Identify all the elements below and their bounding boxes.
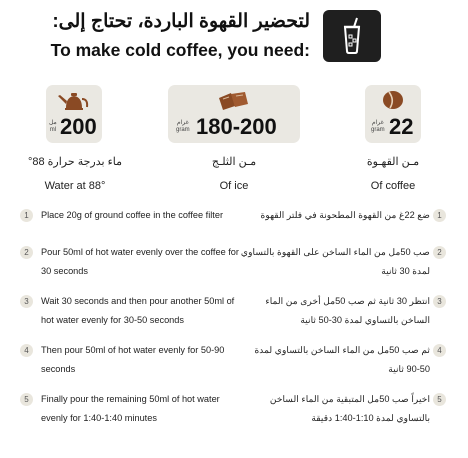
- water-label-english: Water at 88°: [44, 180, 106, 192]
- step-text-english: Place 20g of ground coffee in the coffee filter: [41, 210, 224, 220]
- ice-amount: 180-200: [196, 114, 277, 139]
- ingredient-label-ice: [174, 155, 294, 192]
- ingredient-label-coffee: [348, 155, 438, 192]
- step-row-2: [0, 242, 468, 286]
- coffee-unit: غرام gram: [371, 120, 385, 133]
- step-text-english: Finally pour the remaining 50ml of hot water evenly for 1:40-1:40 minutes: [41, 394, 220, 423]
- kettle-icon: [54, 90, 94, 117]
- step-text-english: Pour 50ml of hot water evenly over the coffee for 30 seconds: [41, 247, 239, 276]
- ice-unit: غرام gram: [176, 120, 190, 133]
- ingredient-card-ice: [168, 85, 300, 143]
- ice-label-english: Of ice: [219, 180, 249, 192]
- step-number: 1: [433, 209, 446, 222]
- iced-coffee-cup-icon: [323, 10, 381, 62]
- ingredient-card-coffee: [365, 85, 421, 143]
- coffee-bean-icon: [381, 89, 405, 116]
- step-number: 5: [20, 393, 33, 406]
- step-row-5: [0, 389, 468, 433]
- ice-cubes-icon: [217, 90, 251, 117]
- step-text-arabic: صب 50مل من الماء الساخن على القهوة بالتساوي لمدة 30 ثانية: [240, 247, 430, 276]
- step-text-arabic: ثم صب 50مل من الماء الساخن بالتساوي لمدة 50-90 ثانية: [254, 345, 430, 374]
- water-label-arabic: ماء بدرجة حرارة 88°: [27, 156, 123, 168]
- step-row-4: [0, 340, 468, 384]
- step-row-3: [0, 291, 468, 335]
- step-number: 1: [20, 209, 33, 222]
- step-text-english: Wait 30 seconds and then pour another 50ml of hot water evenly for 30-50 seconds: [41, 296, 235, 325]
- coffee-label-english: Of coffee: [370, 180, 416, 192]
- title-english: To make cold coffee, you need:: [50, 40, 310, 60]
- step-number: 3: [433, 295, 446, 308]
- ice-label-arabic: مـن الثلـج: [211, 156, 257, 168]
- step-number: 5: [433, 393, 446, 406]
- step-number: 4: [20, 344, 33, 357]
- step-number: 2: [433, 246, 446, 259]
- title-arabic: لتحضير القهوة الباردة، تحتاج إلى:: [52, 11, 310, 32]
- ingredient-label-water: [10, 155, 140, 192]
- step-number: 2: [20, 246, 33, 259]
- water-amount: 200: [60, 114, 97, 139]
- step-number: 3: [20, 295, 33, 308]
- water-unit: مل ml: [49, 120, 57, 133]
- step-text-english: Then pour 50ml of hot water evenly for 50-90 seconds: [41, 345, 225, 374]
- step-text-arabic: انتظر 30 ثانية ثم صب 50مل أخرى من الماء الساخن بالتساوي لمدة 30-50 ثانية: [265, 296, 430, 325]
- step-text-arabic: اخيراً صب 50مل المتبقية من الماء الساخن بالتساوي لمدة 1:10-1:40 دقيقة: [269, 394, 430, 423]
- coffee-label-arabic: مـن القهـوة: [366, 156, 420, 168]
- step-number: 4: [433, 344, 446, 357]
- ingredient-card-water: [46, 85, 102, 143]
- step-text-arabic: ضع 22غ من القهوة المطحونة في فلتر القهوة: [260, 210, 430, 220]
- coffee-amount: 22: [389, 114, 414, 139]
